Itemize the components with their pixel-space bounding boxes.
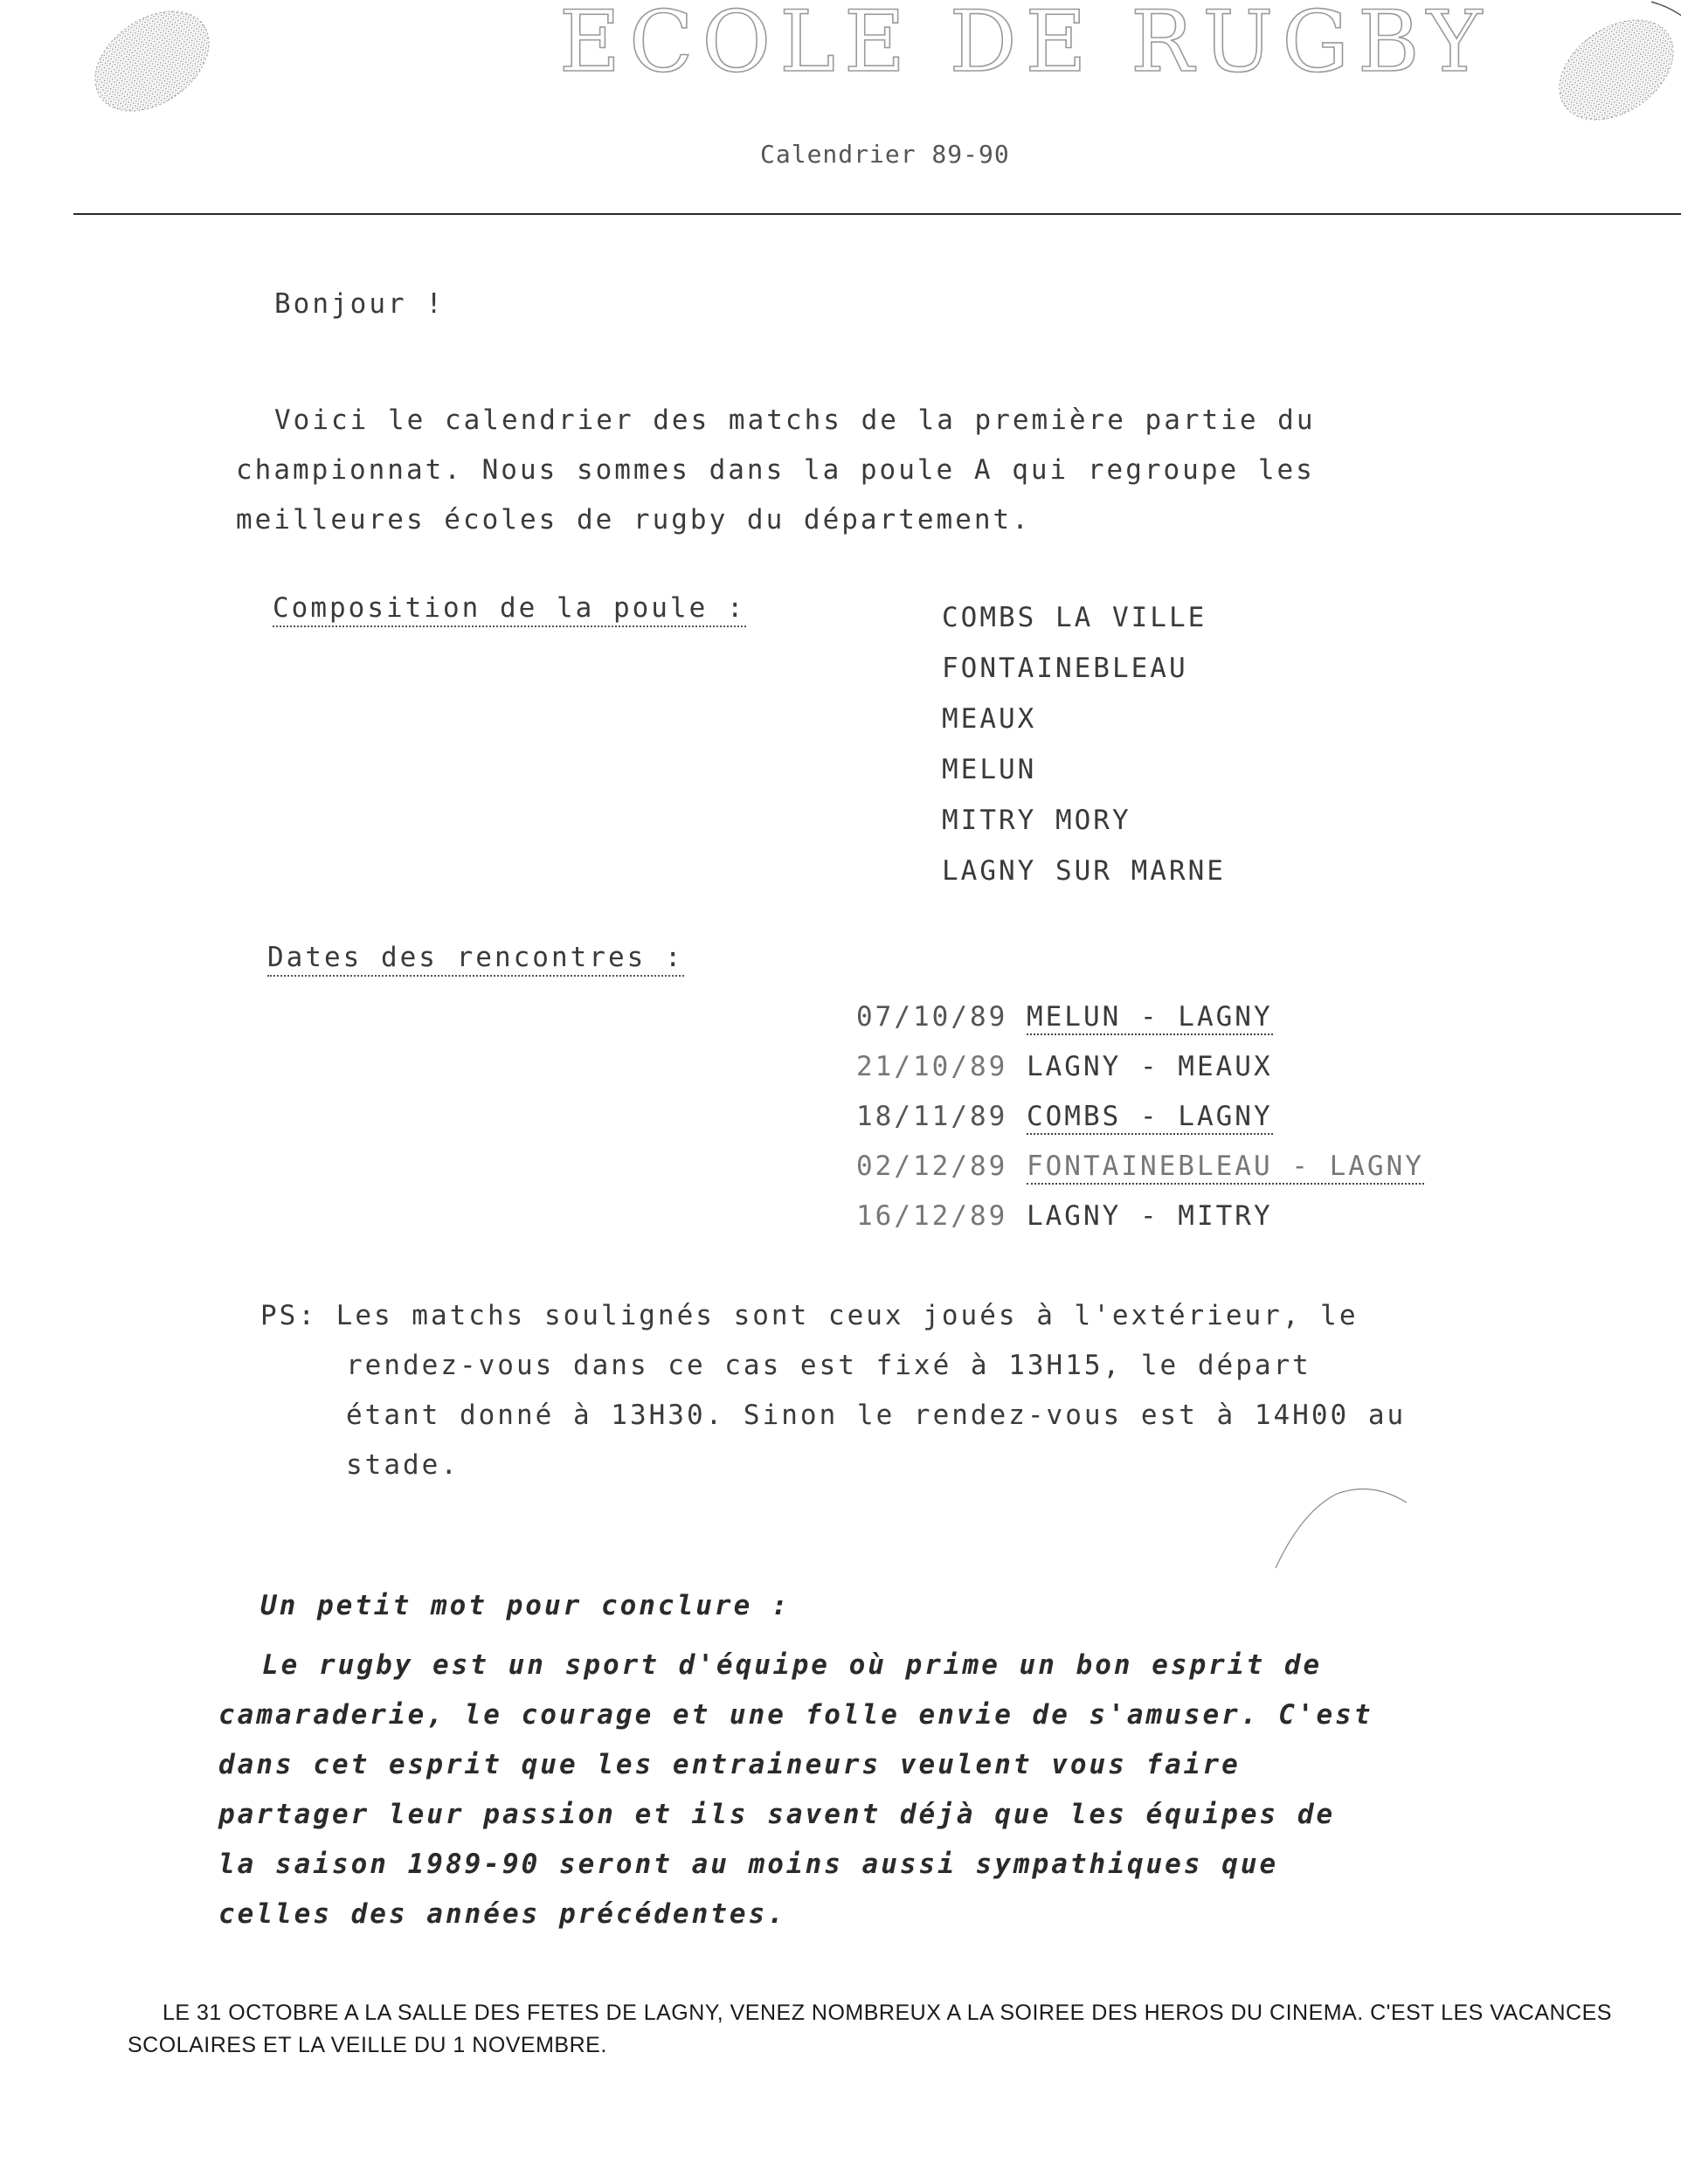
intro-paragraph bbox=[236, 396, 1424, 545]
ps-line: PS: Les matchs soulignés sont ceux joués à l'extérieur, le bbox=[260, 1300, 1359, 1331]
page-title: ECOLE DE RUGBY bbox=[559, 0, 1491, 91]
footer-line: LE 31 OCTOBRE A LA SALLE DES FETES DE LAGNY, VENEZ NOMBREUX A LA SOIREE DES HEROS DU CINEMA. C'EST LES VACANCES bbox=[163, 2001, 1612, 2025]
conclusion-line: Le rugby est un sport d'équipe où prime un bon esprit de bbox=[262, 1649, 1323, 1681]
team-item: MITRY MORY bbox=[942, 805, 1131, 836]
match-date: 21/10/89 bbox=[856, 1051, 1008, 1082]
match-date: 16/12/89 bbox=[856, 1200, 1008, 1232]
ps-line: rendez-vous dans ce cas est fixé à 13H15, le départ bbox=[346, 1350, 1311, 1381]
match-row bbox=[856, 1042, 1424, 1092]
match-date: 18/11/89 bbox=[856, 1101, 1008, 1132]
dates-label-text: Dates des rencontres : bbox=[267, 942, 684, 977]
match-row bbox=[856, 1142, 1424, 1192]
ps-line: stade. bbox=[346, 1449, 460, 1481]
match-date: 07/10/89 bbox=[856, 1001, 1008, 1033]
match-teams: LAGNY - MEAUX bbox=[1026, 1051, 1273, 1082]
conclusion-line: partager leur passion et ils savent déjà que les équipes de bbox=[218, 1799, 1336, 1830]
match-date: 02/12/89 bbox=[856, 1151, 1008, 1182]
team-item: COMBS LA VILLE bbox=[942, 602, 1207, 633]
conclusion-title: Un petit mot pour conclure : bbox=[260, 1590, 791, 1621]
page-subtitle: Calendrier 89-90 bbox=[760, 140, 1010, 169]
postscript bbox=[260, 1291, 1406, 1490]
team-item: LAGNY SUR MARNE bbox=[942, 855, 1226, 887]
match-list bbox=[856, 992, 1424, 1241]
dates-label bbox=[267, 942, 684, 973]
intro-line: Voici le calendrier des matchs de la première partie du bbox=[274, 404, 1316, 436]
conclusion-body bbox=[218, 1641, 1494, 1939]
team-item: MEAUX bbox=[942, 703, 1037, 735]
rugby-ball-right-icon bbox=[1546, 0, 1681, 140]
team-list bbox=[942, 592, 1226, 896]
conclusion-line: la saison 1989-90 seront au moins aussi sympathiques que bbox=[218, 1849, 1279, 1880]
pen-mark bbox=[1267, 1476, 1415, 1572]
conclusion-line: camaraderie, le courage et une folle envie de s'amuser. C'est bbox=[218, 1699, 1373, 1731]
match-row bbox=[856, 1192, 1424, 1241]
match-row bbox=[856, 1092, 1424, 1142]
poule-label bbox=[273, 592, 746, 624]
conclusion-line: celles des années précédentes. bbox=[218, 1898, 786, 1930]
ps-line: étant donné à 13H30. Sinon le rendez-vous est à 14H00 au bbox=[346, 1400, 1407, 1431]
rugby-ball-left-icon bbox=[73, 0, 231, 140]
intro-line: championnat. Nous sommes dans la poule A qui regroupe les bbox=[236, 454, 1315, 486]
team-item: MELUN bbox=[942, 754, 1037, 785]
greeting: Bonjour ! bbox=[274, 288, 445, 320]
footer-announcement bbox=[128, 1997, 1612, 2062]
poule-label-text: Composition de la poule : bbox=[273, 592, 746, 627]
header-divider bbox=[73, 213, 1681, 215]
conclusion-line: dans cet esprit que les entraineurs veulent vous faire bbox=[218, 1749, 1241, 1780]
match-teams: LAGNY - MITRY bbox=[1026, 1200, 1273, 1232]
footer-line: SCOLAIRES ET LA VEILLE DU 1 NOVEMBRE. bbox=[128, 2033, 607, 2057]
match-teams: COMBS - LAGNY bbox=[1027, 1101, 1273, 1135]
match-row bbox=[856, 992, 1424, 1042]
match-teams: FONTAINEBLEAU - LAGNY bbox=[1027, 1151, 1424, 1185]
match-teams: MELUN - LAGNY bbox=[1027, 1001, 1273, 1035]
intro-line: meilleures écoles de rugby du département. bbox=[236, 504, 1031, 536]
team-item: FONTAINEBLEAU bbox=[942, 653, 1188, 684]
